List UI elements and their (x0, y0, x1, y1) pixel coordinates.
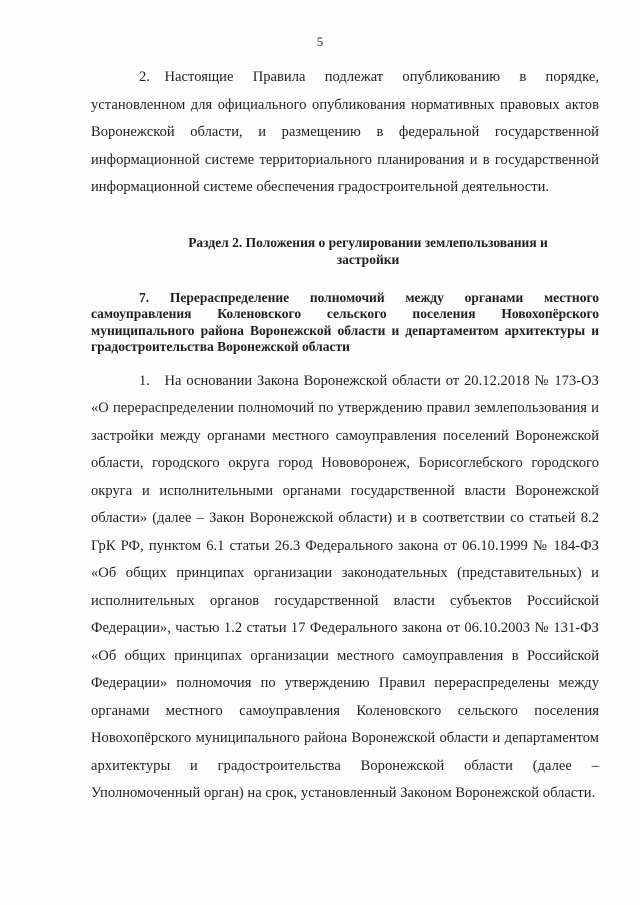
subsection-title: 7. Перераспределение полномочий между органами местного самоуправления Коленовского сельского поселения Новохопёрского муниципального района Воронежской области и департаментом архитектуры и градостроительства Воронежской области (91, 289, 599, 354)
paragraph-1: 1. На основании Закона Воронежской области от 20.12.2018 № 173-ОЗ «О перераспределении полномочий по утверждению правил землепользования и застройки между органами местного самоуправления поселений Воронежской области, городского округа город Нововоронеж, Борисоглебского городского округа и исполнительными органами государственной власти Воронежской области» (далее – Закон Воронежской области) и в соответствии со статьей 8.2 ГрК РФ, пунктом 6.1 статьи 26.3 Федерального закона от 06.10.1999 № 184-ФЗ «Об общих принципах организации законодательных (представительных) и исполнительных органов государственной власти субъектов Российской Федерации», частью 1.2 статьи 17 Федерального закона от 06.10.2003 № 131-ФЗ «Об общих принципах организации местного самоуправления в Российской Федерации» полномочия по утверждению Правил перераспределены между органами местного самоуправления Коленовского сельского поселения Новохопёрского муниципального района Воронежской области и департаментом архитектуры и градостроительства Воронежской области (далее – Уполномоченный орган) на срок, установленный Законом Воронежской области. (91, 372, 599, 801)
page-number: 5 (316, 34, 324, 49)
page-body (91, 60, 599, 808)
section-title: Раздел 2. Положения о регулировании землепользования и застройки (188, 234, 548, 267)
paragraph-2: 2. Настоящие Правила подлежат опубликованию в порядке, установленном для официального опубликования нормативных правовых актов Воронежской области, и размещению в федеральной государственной информационной системе территориального планирования и в государственной информационной системе обеспечения градостроительной деятельности. (91, 69, 599, 195)
